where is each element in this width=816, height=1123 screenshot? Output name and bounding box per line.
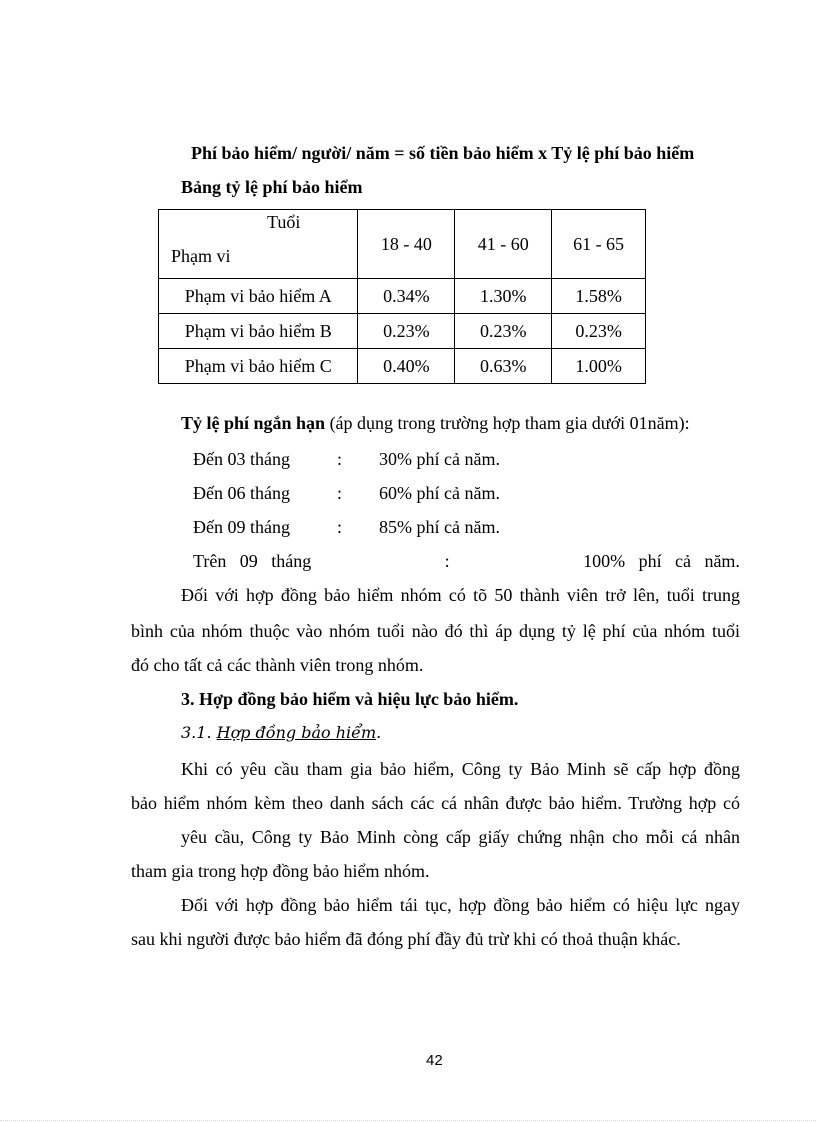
subsection-title: Hợp đồng bảo hiểm	[216, 723, 377, 742]
row-label: Phạm vi bảo hiểm B	[159, 314, 358, 349]
group-paragraph-line: bình của nhóm thuộc vào nhóm tuổi nào đó thì áp dụng tỷ lệ phí của nhóm tuổi	[131, 621, 740, 641]
short-term-title: Tỷ lệ phí ngắn hạn	[181, 413, 326, 433]
contract-paragraph-line: bảo hiểm nhóm kèm theo danh sách các cá nhân được bảo hiểm. Trường hợp có	[131, 793, 740, 813]
formula-line: Phí bảo hiểm/ người/ năm = số tiền bảo hiểm x Tỷ lệ phí bảo hiểm	[191, 143, 695, 163]
table-row	[159, 279, 646, 314]
rate-cell: 0.23%	[358, 314, 455, 349]
header-range-label: Phạm vi	[171, 246, 231, 266]
short-term-item: Đến 06 tháng	[193, 483, 290, 503]
contract-paragraph-line: tham gia trong hợp đồng bảo hiểm nhóm.	[131, 861, 430, 881]
short-term-rate: 85% phí cả năm.	[379, 517, 500, 537]
short-term-rate: 60% phí cả năm.	[379, 483, 500, 503]
short-term-note: (áp dụng trong trường hợp tham gia dưới 01năm):	[325, 413, 690, 433]
word: 09	[239, 551, 258, 571]
table-title: Bảng tỷ lệ phí bảo hiểm	[181, 177, 363, 197]
contract-paragraph-line: yêu cầu, Công ty Bảo Minh còng cấp giấy chứng nhận cho mỗi cá nhân	[181, 827, 740, 847]
table-row	[159, 349, 646, 384]
rate-cell: 0.63%	[455, 349, 552, 384]
page-number: 42	[426, 1052, 443, 1069]
premium-rate-table	[158, 209, 646, 384]
header-corner-cell	[159, 210, 358, 279]
word: phí	[638, 551, 662, 571]
word: cả	[675, 551, 691, 571]
word: tháng	[271, 551, 312, 571]
table-header-row	[159, 210, 646, 279]
rate-cell: 0.23%	[552, 314, 646, 349]
short-term-sep: :	[337, 449, 343, 469]
subsection-heading	[181, 723, 381, 742]
word: 100%	[583, 551, 626, 571]
group-paragraph-line: Đối với hợp đồng bảo hiểm nhóm có tõ 50 thành viên trở lên, tuổi trung	[181, 585, 740, 605]
short-term-sep: :	[337, 517, 343, 537]
group-paragraph-line: đó cho tất cả các thành viên trong nhóm.	[131, 655, 424, 675]
subsection-number: 3.1.	[181, 723, 212, 742]
rate-cell: 0.23%	[455, 314, 552, 349]
subsection-dot: .	[376, 723, 382, 742]
header-age-group: 61 - 65	[552, 210, 646, 279]
rate-cell: 0.34%	[358, 279, 455, 314]
short-term-item: Đến 09 tháng	[193, 517, 290, 537]
contract-paragraph-line: Khi có yêu cầu tham gia bảo hiểm, Công ty Bảo Minh sẽ cấp hợp đồng	[181, 759, 740, 779]
renewal-paragraph-line: Đối với hợp đồng bảo hiểm tái tục, hợp đồng bảo hiểm có hiệu lực ngay	[181, 895, 740, 915]
short-term-item-last	[193, 551, 740, 572]
short-term-sep: :	[444, 551, 450, 571]
short-term-sep: :	[337, 483, 343, 503]
page-bottom-border	[0, 1120, 816, 1121]
section-heading: 3. Hợp đồng bảo hiểm và hiệu lực bảo hiểm.	[181, 689, 519, 709]
short-term-rate: 30% phí cả năm.	[379, 449, 500, 469]
rate-cell: 1.58%	[552, 279, 646, 314]
header-age-group: 41 - 60	[455, 210, 552, 279]
word: Trên	[193, 551, 227, 571]
table-row	[159, 314, 646, 349]
rate-cell: 1.00%	[552, 349, 646, 384]
short-term-item: Đến 03 tháng	[193, 449, 290, 469]
short-term-heading	[181, 413, 690, 434]
word: năm.	[704, 551, 740, 571]
renewal-paragraph-line: sau khi người được bảo hiểm đã đóng phí đầy đủ trừ khi có thoả thuận khác.	[131, 929, 681, 949]
header-age-label: Tuổi	[267, 212, 301, 232]
rate-cell: 1.30%	[455, 279, 552, 314]
header-age-group: 18 - 40	[358, 210, 455, 279]
rate-cell: 0.40%	[358, 349, 455, 384]
row-label: Phạm vi bảo hiểm A	[159, 279, 358, 314]
row-label: Phạm vi bảo hiểm C	[159, 349, 358, 384]
